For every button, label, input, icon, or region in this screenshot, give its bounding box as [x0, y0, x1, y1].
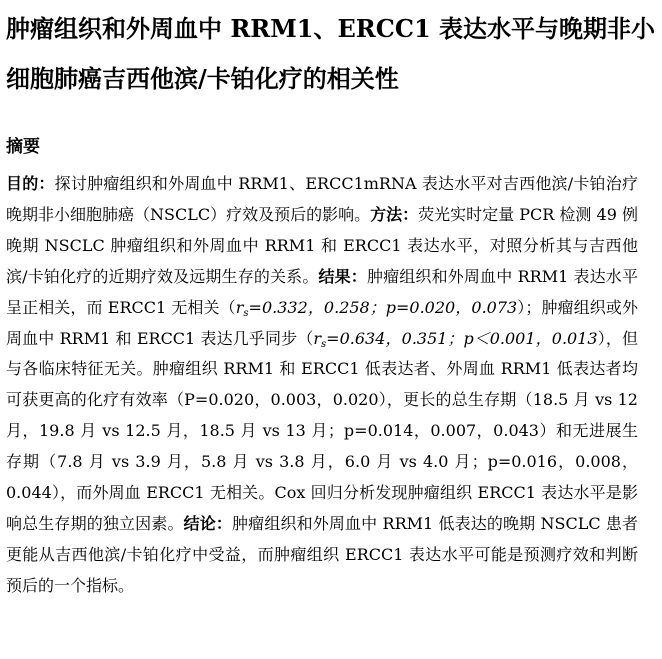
results-text-1: 肿瘤组织和外周血中 RRM1 表达水平呈正相关，而 ERCC1 无相关（ [6, 266, 638, 317]
results-label: 结果： [318, 266, 367, 286]
abstract-heading: 摘要 [6, 137, 40, 157]
conclusion-text: 肿瘤组织和外周血中 RRM1 低表达的晚期 NSCLC 患者更能从吉西他滨/卡铂化疗中受益，而肿瘤组织 ERCC1 表达水平可能是预测疗效和判断预后的一个指标。 [6, 513, 638, 595]
stat2-values: =0.634，0.351；p＜0.001，0.013 [326, 328, 598, 348]
results-text-2: ）；肿瘤组织或外周血中 RRM1 和 ERCC1 表达几乎同步（ [6, 297, 638, 348]
stat2-r-symbol: r [313, 328, 322, 348]
paper-title: 肿瘤组织和外周血中 RRM1、ERCC1 表达水平与晚期非小细胞肺癌吉西他滨/卡铂化疗的相关性 [6, 14, 656, 93]
stat1-r-symbol: r [235, 297, 244, 317]
methods-label: 方法： [370, 204, 419, 224]
methods-text: 荧光实时定量 PCR 检测 49 例晚期 NSCLC 肿瘤组织和外周血中 RRM1 和 ERCC1 表达水平，对照分析其与吉西他滨/卡铂化疗的近期疗效及远期生存的关系。 [6, 204, 638, 286]
stat1-r-subscript: s [243, 307, 249, 319]
abstract-body [6, 169, 638, 602]
stat1-values: =0.332，0.258；p=0.020，0.073 [248, 297, 518, 317]
stat2-r-subscript: s [321, 338, 327, 350]
objective-text: 探讨肿瘤组织和外周血中 RRM1、ERCC1mRNA 表达水平对吉西他滨/卡铂治疗晚期非小细胞肺癌（NSCLC）疗效及预后的影响。 [6, 174, 638, 224]
objective-label: 目的： [6, 174, 55, 193]
conclusion-label: 结论： [183, 513, 233, 533]
results-text-3: ），但与各临床特征无关。肿瘤组织 RRM1 和 ERCC1 低表达者、外周血 RRM1 低表达者均可获更高的化疗有效率（P=0.020，0.003，0.020），更长的总生存期（18.5 月 vs 12 月，19.8 月 vs 12.5 月，18.5 月 vs 13 月；p=0.014，0.007，0.043）和无进展生存期（7.8 月 vs 3.9 月，5.8 月 vs 3.8 月，6.0 月 vs 4.0 月；p=0.016，0.008，0.044），而外周血 ERCC1 无相关。Cox 回归分析发现肿瘤组织 ERCC1 表达水平是影响总生存期的独立因素。 [6, 328, 638, 533]
